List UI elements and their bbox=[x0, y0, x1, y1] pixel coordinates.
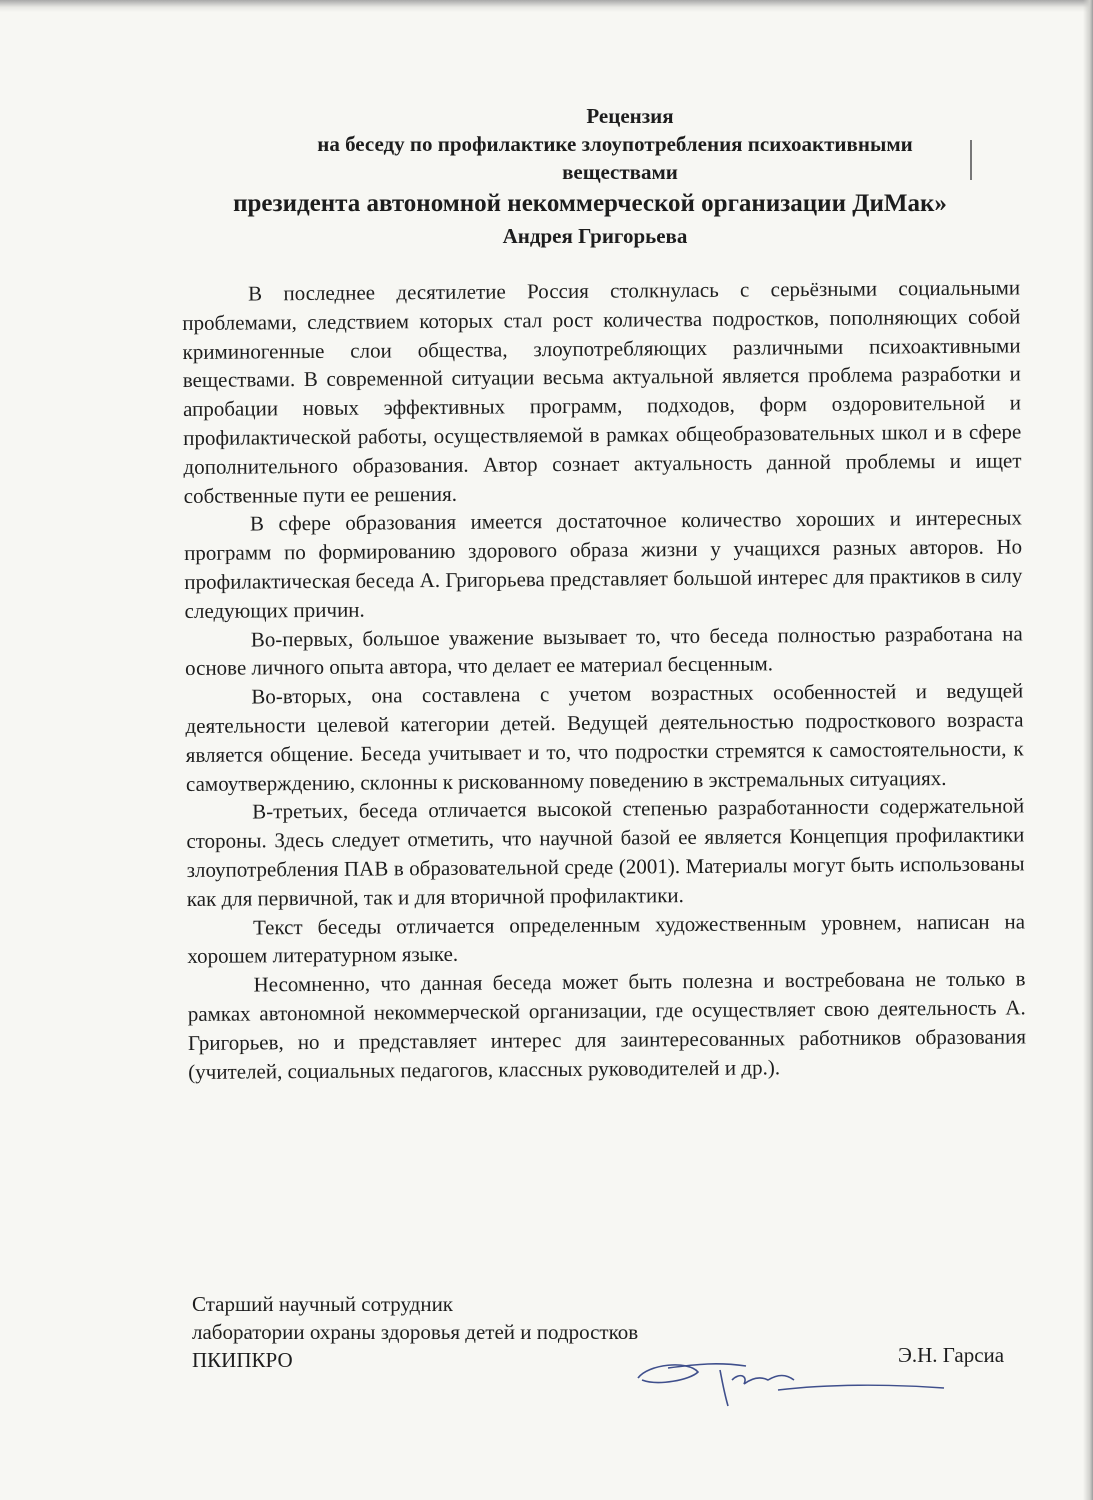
subtitle-author: Андрея Григорьева bbox=[502, 224, 688, 248]
paragraph-5: В-третьих, беседа отличается высокой степенью разработанности содержательной стороны. Здесь следует отметить, что научной базой ее является Концепция профилактики злоупотребления ПАВ в образовательной среде (2001). Материалы могут быть использованы как для первичной, так и для вторичной профилактики. bbox=[186, 793, 1025, 911]
document-title: Рецензия bbox=[586, 104, 674, 128]
signer-name: Э.Н. Гарсиа bbox=[898, 1343, 1005, 1367]
paragraph-2: В сфере образования имеется достаточное количество хороших и интересных программ по формированию здорового образа жизни у учащихся разных авторов. Но профилактическая беседа А. Григорьева представляет большой интерес для практиков в силу следующих причин. bbox=[184, 505, 1023, 623]
paragraph-1: В последнее десятилетие Россия столкнулась с серьёзными социальными проблемами, следствием которых стал рост количества подростков, пополняющих собой криминогенные слои общества, злоупотребляющих различными психоактивными веществами. В современной ситуации весьма актуальной является проблема разработки и апробации новых эффективных программ, подходов, форм оздоровительной и профилактической работы, осуществляемой в рамках общеобразовательных школ и в сфере дополнительного образования. Автор сознает актуальность данной проблемы и ищет собственные пути ее решения. bbox=[182, 275, 1022, 508]
scan-edge-top bbox=[0, 0, 1093, 12]
signer-organization: ПКИПКРО bbox=[192, 1348, 293, 1372]
paragraph-7: Несомненно, что данная беседа может быть полезна и востребована не только в рамках автономной некоммерческой организации, где осуществляет свою деятельность А. Григорьев, но и представляет интерес для заинтересованных работников образования (учителей, социальных педагогов, классных руководителей и др.). bbox=[187, 966, 1027, 1084]
subtitle-line-1: на беседу по профилактике злоупотребления психоактивными bbox=[317, 132, 913, 156]
paragraph-3: Во-первых, большое уважение вызывает то, что беседа полностью разработана на основе личного опыта автора, что делает ее материал бесценным. bbox=[184, 620, 1023, 681]
paragraph-4: Во-вторых, она составлена с учетом возрастных особенностей и ведущей деятельности целевой категории детей. Ведущей деятельностью подросткового возраста является общение. Беседа учитывает и то, что подростки стремятся к самостоятельности, к самоутверждению, склонны к рискованному поведению в экстремальных ситуациях. bbox=[185, 678, 1024, 796]
signer-position: Старший научный сотрудник bbox=[192, 1292, 454, 1316]
scan-edge-right bbox=[1083, 0, 1093, 1500]
review-body bbox=[182, 273, 1026, 1086]
subtitle-line-2: веществами bbox=[562, 160, 678, 184]
margin-mark bbox=[970, 140, 972, 180]
paragraph-6: Текст беседы отличается определенным художественным уровнем, написан на хорошем литературном языке. bbox=[187, 908, 1026, 969]
signer-department: лаборатории охраны здоровья детей и подростков bbox=[192, 1320, 639, 1344]
subtitle-organization: президента автономной некоммерческой организации ДиМак» bbox=[233, 190, 947, 217]
